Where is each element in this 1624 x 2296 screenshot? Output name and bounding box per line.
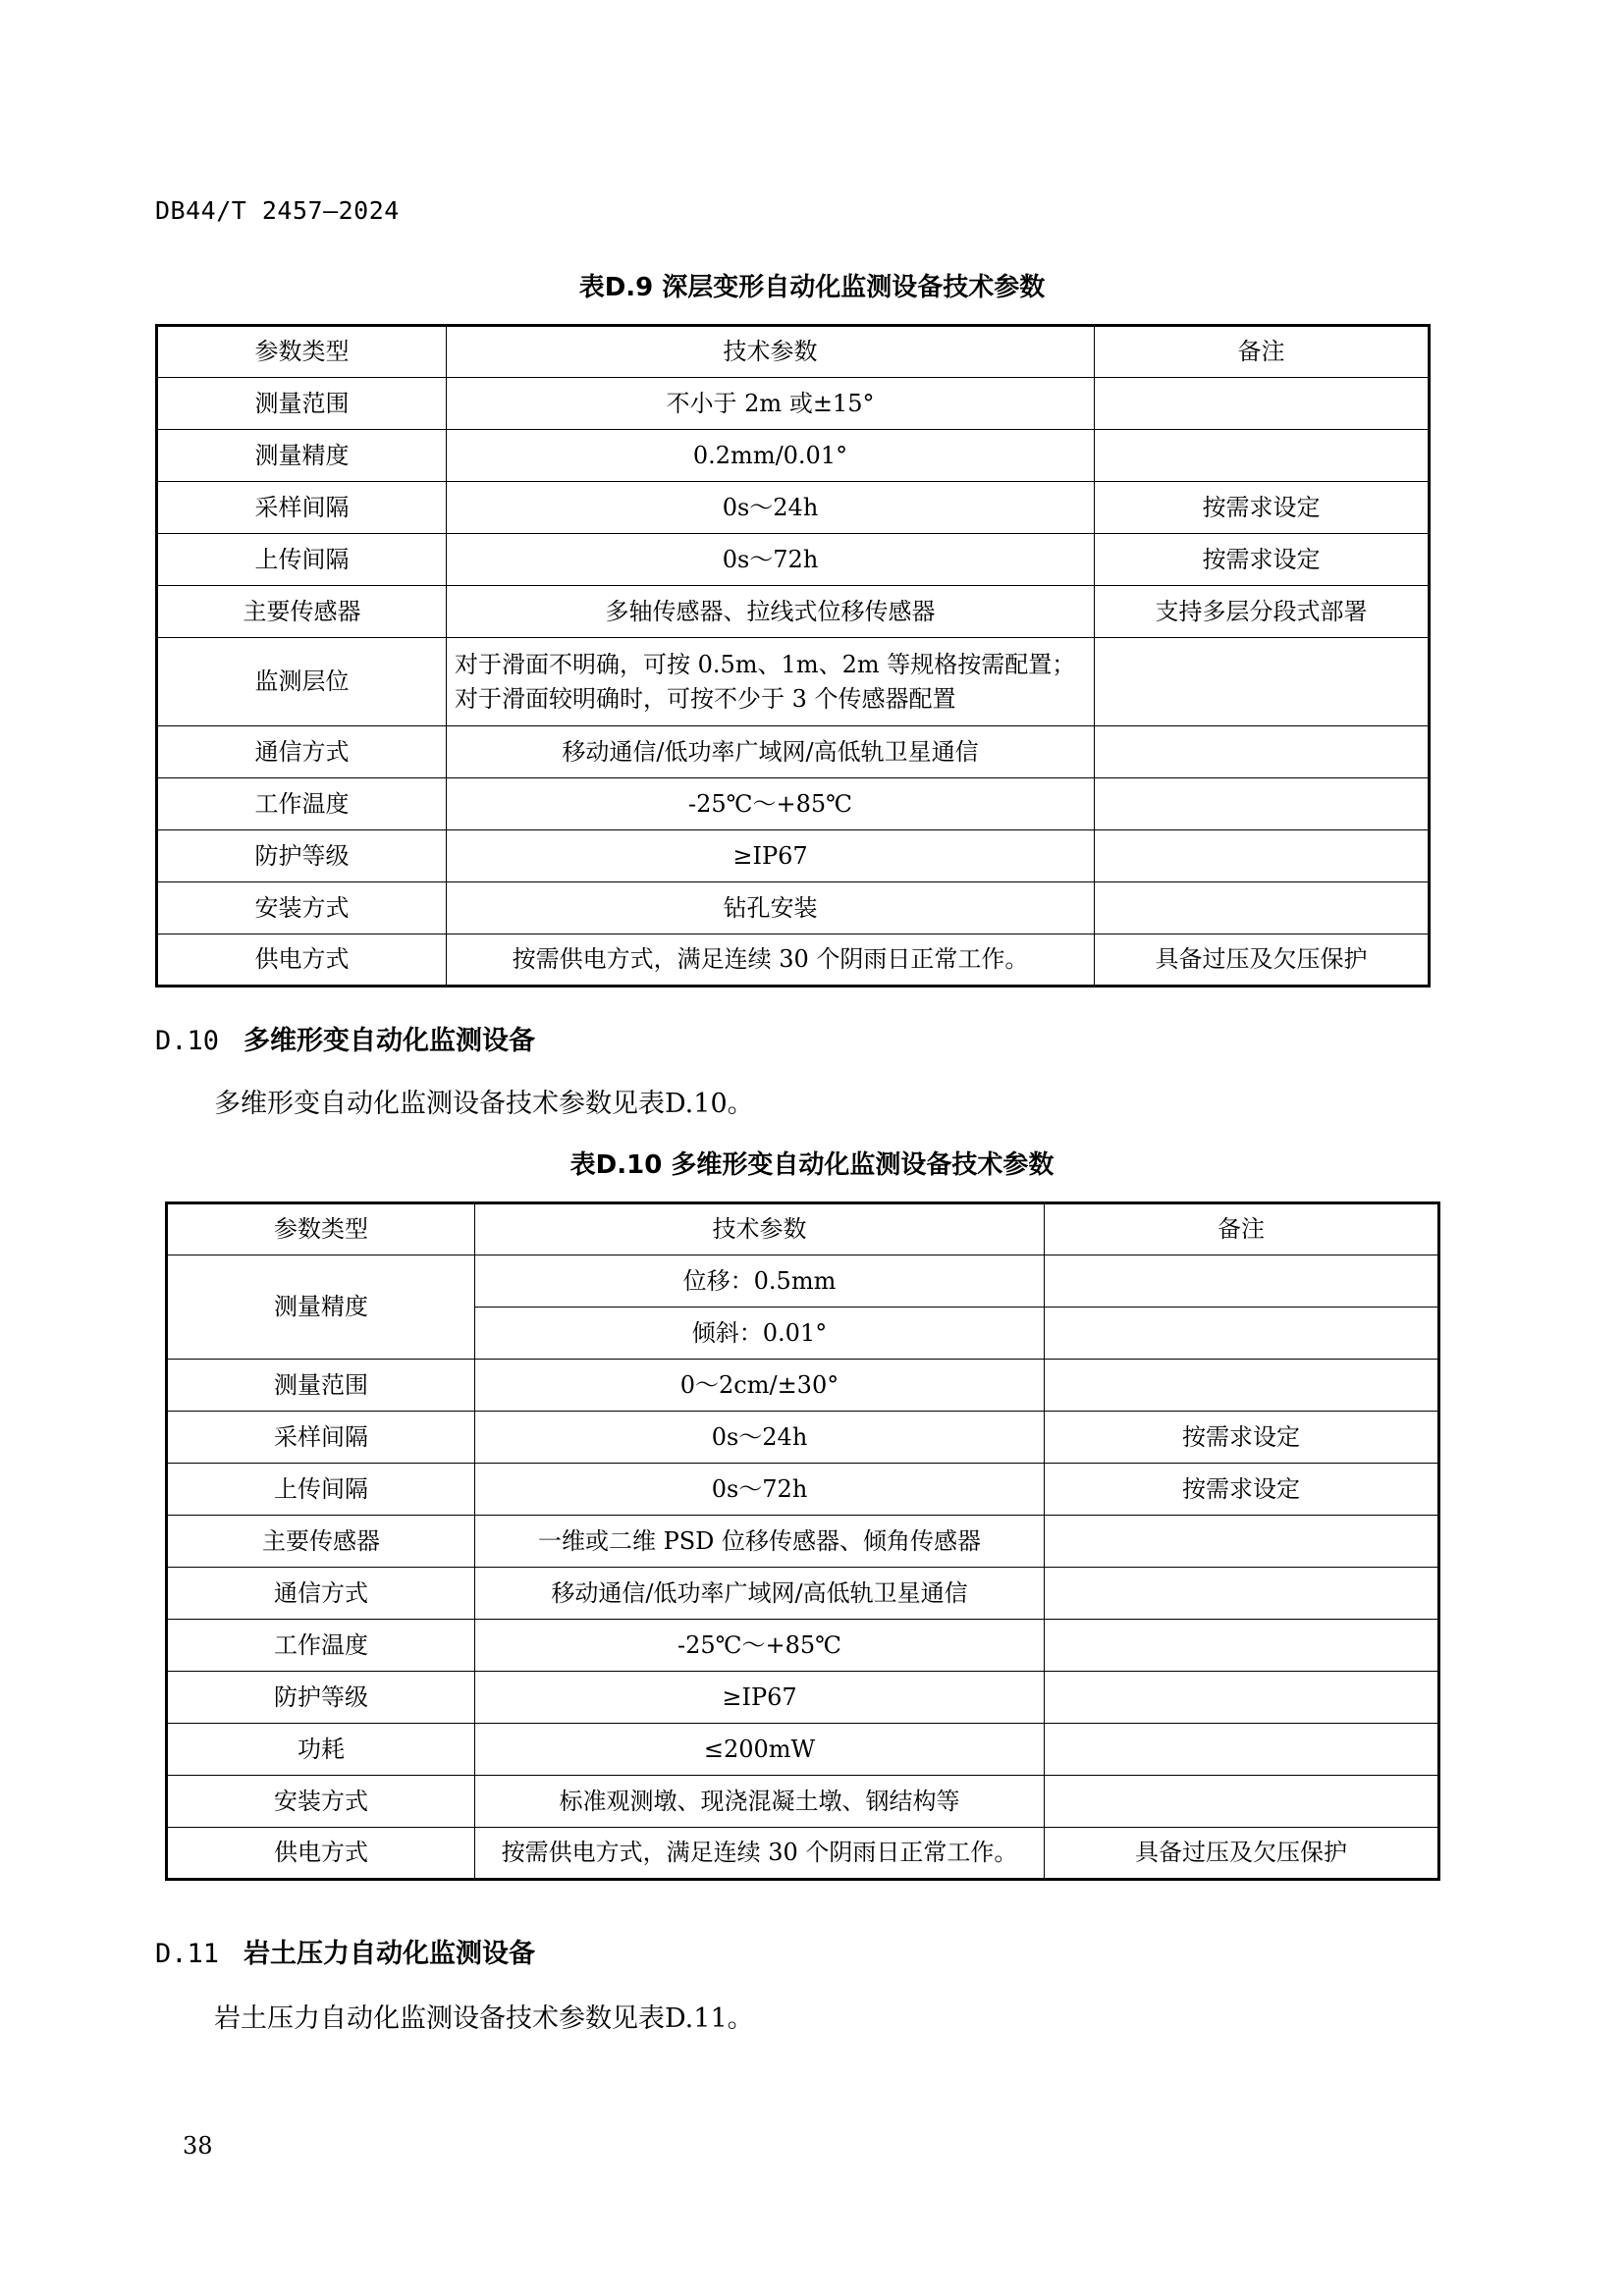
header-cell: 技术参数 — [447, 326, 1095, 378]
table-row — [167, 1464, 1439, 1516]
table-row — [157, 378, 1430, 430]
section-paragraph: 岩土压力自动化监测设备技术参数见表D.11。 — [214, 2003, 754, 2034]
remark-cell — [1045, 1516, 1439, 1568]
param-type-cell: 测量范围 — [167, 1360, 475, 1412]
remark-cell — [1095, 638, 1430, 726]
table-row — [157, 586, 1430, 638]
table-row — [167, 1724, 1439, 1776]
page-number: 38 — [183, 2132, 213, 2160]
table-row — [167, 1516, 1439, 1568]
param-type-cell: 测量精度 — [157, 430, 447, 482]
param-type-cell: 通信方式 — [157, 726, 447, 778]
param-type-cell: 测量精度 — [167, 1255, 475, 1360]
param-value-cell: 按需供电方式，满足连续 30 个阴雨日正常工作。 — [447, 934, 1095, 987]
param-value-cell: 位移：0.5mm — [475, 1255, 1045, 1308]
remark-cell: 按需求设定 — [1095, 482, 1430, 534]
param-type-cell: 监测层位 — [157, 638, 447, 726]
section-heading-d11 — [155, 1932, 535, 1970]
table-row — [157, 778, 1430, 830]
param-value-cell: 0～2cm/±30° — [475, 1360, 1045, 1412]
table-row — [167, 1620, 1439, 1672]
remark-cell — [1095, 830, 1430, 882]
table-row — [167, 1412, 1439, 1464]
table-row — [157, 726, 1430, 778]
table-row — [167, 1360, 1439, 1412]
param-value-cell: 0s～72h — [447, 534, 1095, 586]
param-value-cell: ≥IP67 — [475, 1672, 1045, 1724]
param-type-cell: 采样间隔 — [157, 482, 447, 534]
table-d10 — [165, 1201, 1440, 1881]
remark-cell — [1095, 778, 1430, 830]
param-value-cell: 钻孔安装 — [447, 882, 1095, 934]
remark-cell — [1045, 1360, 1439, 1412]
table-row — [167, 1672, 1439, 1724]
table-row — [157, 830, 1430, 882]
table-row — [157, 534, 1430, 586]
param-value-cell: 移动通信/低功率广域网/高低轨卫星通信 — [475, 1568, 1045, 1620]
table-row — [167, 1828, 1439, 1880]
header-cell: 参数类型 — [167, 1203, 475, 1255]
param-value-cell: 标准观测墩、现浇混凝土墩、钢结构等 — [475, 1776, 1045, 1828]
table-row — [157, 638, 1430, 726]
section-number: D.11 — [155, 1939, 220, 1969]
header-cell: 备注 — [1045, 1203, 1439, 1255]
param-type-cell: 主要传感器 — [167, 1516, 475, 1568]
remark-cell: 按需求设定 — [1095, 534, 1430, 586]
param-type-cell: 测量范围 — [157, 378, 447, 430]
param-value-cell: 一维或二维 PSD 位移传感器、倾角传感器 — [475, 1516, 1045, 1568]
remark-cell — [1045, 1776, 1439, 1828]
remark-cell: 具备过压及欠压保护 — [1045, 1828, 1439, 1880]
param-value-cell: -25℃～+85℃ — [475, 1620, 1045, 1672]
table-row — [167, 1776, 1439, 1828]
param-type-cell: 供电方式 — [157, 934, 447, 987]
remark-cell: 按需求设定 — [1045, 1464, 1439, 1516]
param-type-cell: 通信方式 — [167, 1568, 475, 1620]
param-type-cell: 工作温度 — [157, 778, 447, 830]
section-title: 多维形变自动化监测设备 — [244, 1026, 535, 1056]
section-number: D.10 — [155, 1026, 220, 1056]
param-type-cell: 采样间隔 — [167, 1412, 475, 1464]
document-code: DB44/T 2457—2024 — [155, 196, 400, 225]
remark-cell — [1045, 1308, 1439, 1360]
table-d10-caption: 表D.10 多维形变自动化监测设备技术参数 — [569, 1150, 1055, 1180]
param-type-cell: 主要传感器 — [157, 586, 447, 638]
param-type-cell: 安装方式 — [167, 1776, 475, 1828]
remark-cell — [1095, 882, 1430, 934]
table-row — [157, 882, 1430, 934]
table-header-row — [167, 1203, 1439, 1255]
table-row — [157, 934, 1430, 987]
table-d9-caption: 表D.9 深层变形自动化监测设备技术参数 — [578, 273, 1046, 302]
table-d9 — [155, 324, 1431, 988]
param-value-cell: ≤200mW — [475, 1724, 1045, 1776]
param-type-cell: 功耗 — [167, 1724, 475, 1776]
table-row — [157, 482, 1430, 534]
param-type-cell: 安装方式 — [157, 882, 447, 934]
table-row — [157, 430, 1430, 482]
param-value-cell: 0.2mm/0.01° — [447, 430, 1095, 482]
param-value-line: 对于滑面不明确，可按 0.5m、1m、2m 等规格按需配置； — [455, 650, 1076, 678]
remark-cell — [1045, 1672, 1439, 1724]
table-row — [167, 1568, 1439, 1620]
param-value-cell: -25℃～+85℃ — [447, 778, 1095, 830]
param-value-cell: 0s～24h — [447, 482, 1095, 534]
remark-cell — [1045, 1724, 1439, 1776]
param-value-cell — [447, 638, 1095, 726]
param-value-cell: 0s～24h — [475, 1412, 1045, 1464]
param-type-cell: 防护等级 — [167, 1672, 475, 1724]
param-type-cell: 供电方式 — [167, 1828, 475, 1880]
param-value-cell: 0s～72h — [475, 1464, 1045, 1516]
table-row — [167, 1255, 1439, 1308]
table-header-row — [157, 326, 1430, 378]
remark-cell: 按需求设定 — [1045, 1412, 1439, 1464]
section-title: 岩土压力自动化监测设备 — [244, 1939, 535, 1969]
param-type-cell: 工作温度 — [167, 1620, 475, 1672]
section-paragraph: 多维形变自动化监测设备技术参数见表D.10。 — [214, 1089, 754, 1119]
param-value-cell: ≥IP67 — [447, 830, 1095, 882]
remark-cell — [1045, 1620, 1439, 1672]
header-cell: 技术参数 — [475, 1203, 1045, 1255]
param-value-cell: 移动通信/低功率广域网/高低轨卫星通信 — [447, 726, 1095, 778]
param-value-cell: 按需供电方式，满足连续 30 个阴雨日正常工作。 — [475, 1828, 1045, 1880]
param-type-cell: 上传间隔 — [157, 534, 447, 586]
param-type-cell: 上传间隔 — [167, 1464, 475, 1516]
param-type-cell: 防护等级 — [157, 830, 447, 882]
remark-cell — [1045, 1255, 1439, 1308]
header-cell: 备注 — [1095, 326, 1430, 378]
section-heading-d10 — [155, 1019, 535, 1057]
remark-cell — [1095, 378, 1430, 430]
param-value-cell: 倾斜：0.01° — [475, 1308, 1045, 1360]
header-cell: 参数类型 — [157, 326, 447, 378]
remark-cell — [1045, 1568, 1439, 1620]
param-value-line: 对于滑面较明确时，可按不少于 3 个传感器配置 — [455, 684, 956, 713]
param-value-cell: 多轴传感器、拉线式位移传感器 — [447, 586, 1095, 638]
remark-cell: 支持多层分段式部署 — [1095, 586, 1430, 638]
remark-cell — [1095, 430, 1430, 482]
remark-cell — [1095, 726, 1430, 778]
remark-cell: 具备过压及欠压保护 — [1095, 934, 1430, 987]
param-value-cell: 不小于 2m 或±15° — [447, 378, 1095, 430]
